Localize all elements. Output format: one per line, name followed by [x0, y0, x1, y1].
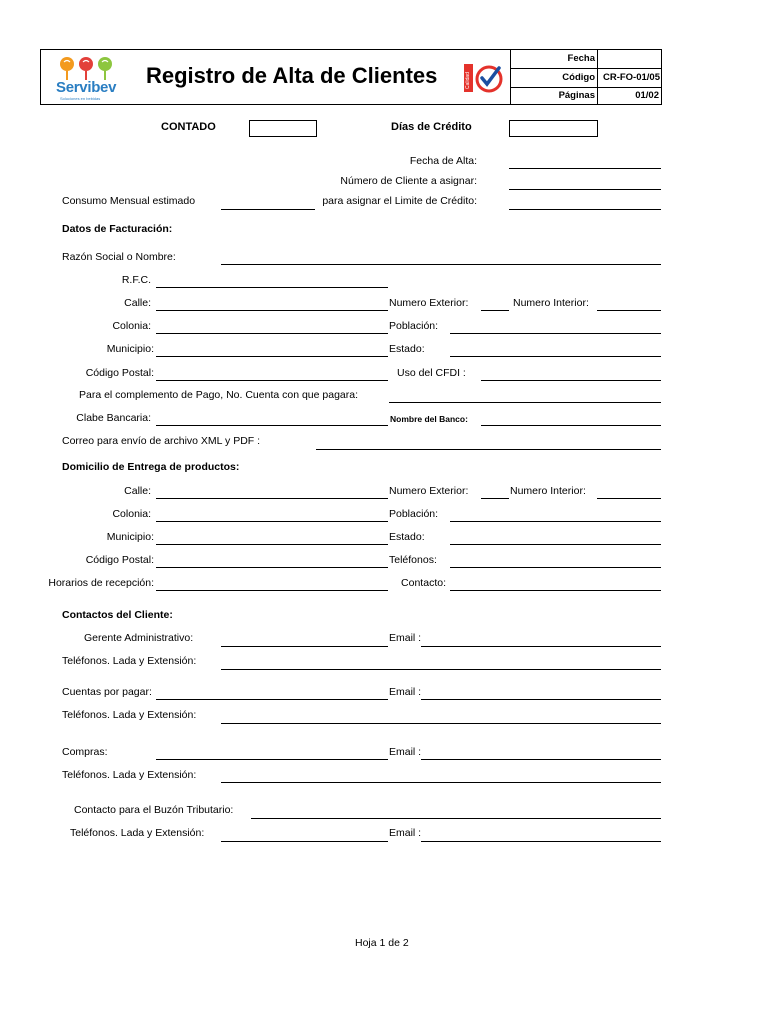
- meta-fecha-label: Fecha: [567, 53, 595, 64]
- fact-municipio-label: Municipio:: [106, 343, 154, 355]
- horarios-field[interactable]: [156, 590, 388, 591]
- cuentas-pagar-label: Cuentas por pagar:: [62, 686, 152, 698]
- badge-text: Calidad: [465, 72, 471, 89]
- ent-cp-field[interactable]: [156, 567, 388, 568]
- numero-cliente-label: Número de Cliente a asignar:: [340, 175, 477, 187]
- ent-poblacion-field[interactable]: [450, 521, 661, 522]
- gerente-telefonos-field[interactable]: [221, 669, 661, 670]
- ent-municipio-label: Municipio:: [106, 531, 154, 543]
- compras-telefonos-field[interactable]: [221, 782, 661, 783]
- brand-name: Servibev: [56, 79, 117, 96]
- ent-telefonos-label: Teléfonos:: [389, 554, 437, 566]
- dias-credito-field[interactable]: [509, 120, 598, 137]
- correo-label: Correo para envío de archivo XML y PDF :: [62, 435, 261, 447]
- limite-credito-label: para asignar el Limite de Crédito:: [322, 195, 477, 207]
- cfdi-label: Uso del CFDI :: [397, 367, 466, 379]
- ent-calle-label: Calle:: [124, 485, 151, 497]
- dias-credito-label: Días de Crédito: [391, 121, 472, 133]
- ent-colonia-label: Colonia:: [112, 508, 151, 520]
- compras-telefonos-label: Teléfonos. Lada y Extensión:: [62, 769, 197, 781]
- brand-tagline: Soluciones en bebidas: [60, 96, 101, 101]
- compras-email-label: Email :: [389, 746, 422, 758]
- cuentas-telefonos-field[interactable]: [221, 723, 661, 724]
- fact-estado-label: Estado:: [389, 343, 425, 355]
- facturacion-section-title: Datos de Facturación:: [62, 223, 173, 235]
- fact-cp-field[interactable]: [156, 380, 388, 381]
- buzon-telefonos-field[interactable]: [221, 841, 388, 842]
- meta-paginas-value: 01/02: [635, 90, 659, 101]
- ent-num-int-field[interactable]: [597, 498, 661, 499]
- cuentas-email-field[interactable]: [421, 699, 661, 700]
- fact-calle-field[interactable]: [156, 310, 388, 311]
- cuentas-email-label: Email :: [389, 686, 422, 698]
- ent-num-ext-label: Numero Exterior:: [389, 485, 469, 497]
- ent-cp-label: Código Postal:: [85, 554, 154, 566]
- fact-estado-field[interactable]: [450, 356, 661, 357]
- compras-label: Compras:: [62, 746, 108, 758]
- numero-cliente-field[interactable]: [509, 189, 661, 190]
- contado-checkbox[interactable]: [249, 120, 317, 137]
- complemento-pago-label: Para el complemento de Pago, No. Cuenta con que pagara:: [79, 389, 359, 401]
- buzon-tributario-field[interactable]: [251, 818, 661, 819]
- ent-contacto-field[interactable]: [450, 590, 661, 591]
- limite-credito-field[interactable]: [509, 209, 661, 210]
- contado-label: CONTADO: [161, 121, 216, 133]
- page-number: Hoja 1 de 2: [355, 937, 409, 949]
- banco-label: Nombre del Banco:: [390, 414, 468, 424]
- meta-paginas-label: Páginas: [558, 90, 595, 101]
- meta-codigo-value: CR-FO-01/05: [602, 72, 660, 83]
- gerente-telefonos-label: Teléfonos. Lada y Extensión:: [62, 655, 197, 667]
- consumo-label: Consumo Mensual estimado: [62, 195, 196, 207]
- ent-num-ext-field[interactable]: [481, 498, 509, 499]
- clabe-field[interactable]: [156, 425, 388, 426]
- ent-poblacion-label: Población:: [389, 508, 439, 520]
- fact-colonia-label: Colonia:: [112, 320, 151, 332]
- fact-num-int-label: Numero Interior:: [513, 297, 589, 309]
- cfdi-field[interactable]: [481, 380, 661, 381]
- cuentas-telefonos-label: Teléfonos. Lada y Extensión:: [62, 709, 197, 721]
- meta-codigo-label: Código: [562, 72, 595, 83]
- buzon-email-field[interactable]: [421, 841, 661, 842]
- complemento-pago-field[interactable]: [389, 402, 661, 403]
- fact-calle-label: Calle:: [124, 297, 151, 309]
- fact-colonia-field[interactable]: [156, 333, 388, 334]
- fact-poblacion-label: Población:: [389, 320, 439, 332]
- contactos-section-title: Contactos del Cliente:: [62, 609, 173, 621]
- compras-email-field[interactable]: [421, 759, 661, 760]
- gerente-email-field[interactable]: [421, 646, 661, 647]
- clabe-label: Clabe Bancaria:: [76, 412, 151, 424]
- gerente-label: Gerente Administrativo:: [84, 632, 194, 644]
- servibev-logo: [52, 54, 122, 100]
- ent-estado-label: Estado:: [389, 531, 425, 543]
- fact-cp-label: Código Postal:: [85, 367, 154, 379]
- page-title: Registro de Alta de Clientes: [146, 63, 438, 88]
- ent-estado-field[interactable]: [450, 544, 661, 545]
- banco-field[interactable]: [481, 425, 661, 426]
- ent-num-int-label: Numero Interior:: [510, 485, 586, 497]
- fact-num-ext-label: Numero Exterior:: [389, 297, 469, 309]
- ent-calle-field[interactable]: [156, 498, 388, 499]
- quality-badge: [464, 62, 504, 94]
- razon-social-field[interactable]: [221, 264, 661, 265]
- fact-num-int-field[interactable]: [597, 310, 661, 311]
- buzon-email-label: Email :: [389, 827, 422, 839]
- fact-poblacion-field[interactable]: [450, 333, 661, 334]
- fecha-alta-label: Fecha de Alta:: [409, 155, 477, 167]
- ent-colonia-field[interactable]: [156, 521, 388, 522]
- horarios-label: Horarios de recepción:: [48, 577, 154, 589]
- consumo-field[interactable]: [221, 209, 315, 210]
- compras-field[interactable]: [156, 759, 388, 760]
- gerente-field[interactable]: [221, 646, 388, 647]
- buzon-tributario-label: Contacto para el Buzón Tributario:: [74, 804, 234, 816]
- fact-num-ext-field[interactable]: [481, 310, 509, 311]
- ent-contacto-label: Contacto:: [401, 577, 446, 589]
- fecha-alta-field[interactable]: [509, 168, 661, 169]
- fact-municipio-field[interactable]: [156, 356, 388, 357]
- ent-telefonos-field[interactable]: [450, 567, 661, 568]
- correo-field[interactable]: [316, 449, 661, 450]
- ent-municipio-field[interactable]: [156, 544, 388, 545]
- entrega-section-title: Domicilio de Entrega de productos:: [62, 461, 240, 473]
- razon-social-label: Razón Social o Nombre:: [62, 251, 176, 263]
- buzon-telefonos-label: Teléfonos. Lada y Extensión:: [70, 827, 205, 839]
- checkmark-icon: [474, 62, 504, 94]
- cuentas-pagar-field[interactable]: [156, 699, 388, 700]
- gerente-email-label: Email :: [389, 632, 422, 644]
- rfc-label: R.F.C.: [121, 274, 151, 286]
- rfc-field[interactable]: [156, 287, 388, 288]
